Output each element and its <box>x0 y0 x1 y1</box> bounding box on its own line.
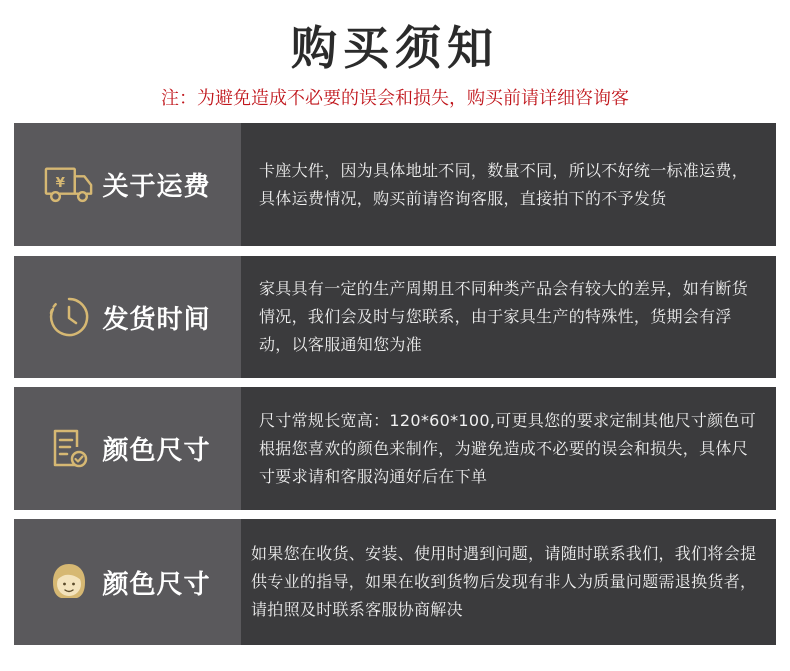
clock-icon <box>44 295 94 339</box>
document-check-icon <box>44 427 94 471</box>
section-label: 发货时间 <box>102 304 211 335</box>
section-label: 颜色尺寸 <box>102 436 211 466</box>
section-header <box>14 387 241 510</box>
section-text: 卡座大件，因为具体地址不同，数量不同，所以不好统一标准运费，具体运费情况，购买前请咨询客服，直接拍下的不予发货 <box>241 123 776 246</box>
section-label: 关于运费 <box>102 172 211 202</box>
section-delivery-time <box>14 256 776 378</box>
section-header <box>14 256 241 378</box>
section-shipping <box>14 123 776 246</box>
purchase-notice: 注：为避免造成不必要的误会和损失，购买前请详细咨询客 <box>161 88 629 109</box>
section-text: 家具具有一定的生产周期且不同种类产品会有较大的差异，如有断货情况，我们会及时与您联系，由于家具生产的特殊性，货期会有浮动，以客服通知您为准 <box>241 256 776 378</box>
delivery-truck-icon <box>44 163 94 207</box>
section-label: 颜色尺寸 <box>102 569 211 600</box>
section-color-size <box>14 387 776 510</box>
customer-service-icon <box>44 560 94 604</box>
section-after-sales <box>14 519 776 645</box>
svg-text:¥: ¥ <box>56 175 66 191</box>
page-title: 购买须知 <box>291 21 499 75</box>
section-header <box>14 123 241 246</box>
section-text: 尺寸常规长宽高：120*60*100,可更具您的要求定制其他尺寸颜色可根据您喜欢的颜色来制作，为避免造成不必要的误会和损失，具体尺寸要求请和客服沟通好后在下单 <box>241 387 776 510</box>
section-header <box>14 519 241 645</box>
section-text: 如果您在收货、安装、使用时遇到问题，请随时联系我们，我们将会提供专业的指导，如果在收到货物后发现有非人为质量问题需退换货者，请拍照及时联系客服协商解决 <box>241 519 776 645</box>
